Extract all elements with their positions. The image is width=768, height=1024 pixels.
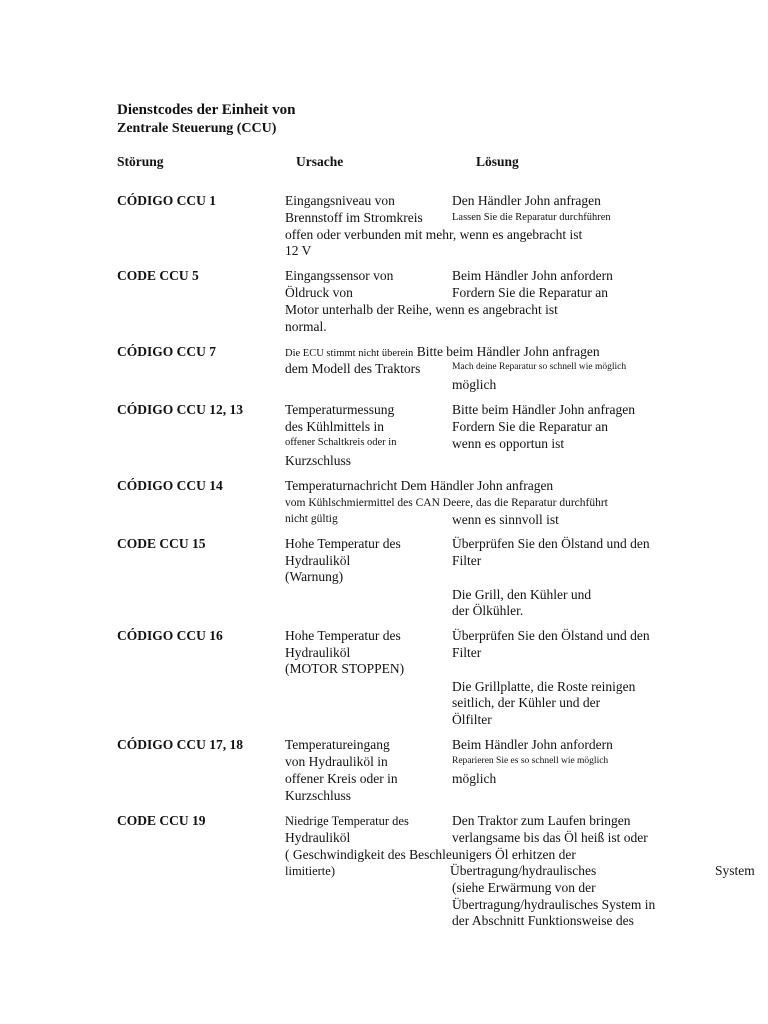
solution-text: Filter <box>452 645 482 660</box>
cause-text: offener Kreis oder in <box>285 771 398 786</box>
code-label: CÓDIGO CCU 1 <box>117 193 217 208</box>
cause-text: Hydrauliköl <box>285 830 351 845</box>
solution-text: Überprüfen Sie den Ölstand und den <box>452 628 650 643</box>
cause-text: Kurzschluss <box>285 788 351 803</box>
solution-text: der Ölkühler. <box>452 603 524 618</box>
solution-text: Übertragung/hydraulisches System in <box>452 897 656 912</box>
solution-text: Reparieren Sie es so schnell wie möglich <box>452 756 609 766</box>
solution-text: möglich <box>452 771 497 786</box>
solution-text: möglich <box>452 377 497 392</box>
solution-text: Die Grill, den Kühler und <box>452 587 592 602</box>
code-label: CODE CCU 15 <box>117 536 206 551</box>
wrapped-text: Motor unterhalb der Reihe, wenn es angebracht ist <box>285 302 558 317</box>
solution-text: verlangsame bis das Öl heiß ist oder <box>452 830 648 845</box>
cause-text: Temperatureingang <box>285 737 390 752</box>
document-subtitle: Zentrale Steuerung (CCU) <box>117 121 277 136</box>
cause-text: Hydrauliköl <box>285 645 351 660</box>
document-title: Dienstcodes der Einheit von <box>117 102 296 118</box>
code-label: CÓDIGO CCU 16 <box>117 628 223 643</box>
solution-text: System <box>715 863 755 878</box>
code-label: CÓDIGO CCU 7 <box>117 344 217 359</box>
solution-text: Den Traktor zum Laufen bringen <box>452 813 631 828</box>
solution-text: Beim Händler John anfordern <box>452 268 613 283</box>
code-label: CÓDIGO CCU 12, 13 <box>117 402 244 417</box>
wrapped-text: offen oder verbunden mit mehr, wenn es angebracht ist <box>285 227 583 242</box>
cause-text: Eingangssensor von <box>285 268 394 283</box>
code-label: CODE CCU 19 <box>117 813 206 828</box>
solution-text: der Abschnitt Funktionsweise des <box>452 913 634 928</box>
cause-text: (MOTOR STOPPEN) <box>285 661 405 676</box>
cause-text: Eingangsniveau von <box>285 193 395 208</box>
solution-text: (siehe Erwärmung von der <box>452 880 596 895</box>
header-solution: Lösung <box>476 154 519 169</box>
cause-text: (Warnung) <box>285 569 344 584</box>
solution-text: Den Händler John anfragen <box>452 193 601 208</box>
cause-text: nicht gültig <box>285 513 338 525</box>
cause-text: von Hydrauliköl in <box>285 754 388 769</box>
wrapped-text: Die ECU stimmt nicht überein Bitte beim Händler John anfragen <box>285 344 600 359</box>
header-fault: Störung <box>117 154 164 169</box>
solution-text: wenn es opportun ist <box>452 436 565 451</box>
cause-text: Niedrige Temperatur des <box>285 814 409 828</box>
cause-text: normal. <box>285 319 327 334</box>
cause-text: offener Schaltkreis oder in <box>285 437 397 448</box>
header-cause: Ursache <box>296 154 344 169</box>
wrapped-text: vom Kühlschmiermittel des CAN Deere, das die Reparatur durchführt <box>285 497 608 509</box>
code-label: CÓDIGO CCU 17, 18 <box>117 737 244 752</box>
code-label: CÓDIGO CCU 14 <box>117 478 223 493</box>
solution-text: Überprüfen Sie den Ölstand und den <box>452 536 650 551</box>
solution-text: Mach deine Reparatur so schnell wie möglich <box>452 362 627 372</box>
cause-text: Hohe Temperatur des <box>285 628 401 643</box>
cause-text: Hydrauliköl <box>285 553 351 568</box>
cause-text: 12 V <box>285 243 312 258</box>
solution-text: Beim Händler John anfordern <box>452 737 613 752</box>
cause-text: Öldruck von <box>285 285 353 300</box>
wrapped-text: Temperaturnachricht Dem Händler John anfragen <box>285 478 554 493</box>
cause-text: Temperaturmessung <box>285 402 395 417</box>
cause-text: limitierte) <box>285 864 335 878</box>
solution-text: Fordern Sie die Reparatur an <box>452 285 608 300</box>
cause-text: Hohe Temperatur des <box>285 536 401 551</box>
solution-text: Lassen Sie die Reparatur durchführen <box>452 212 611 223</box>
solution-text: wenn es sinnvoll ist <box>452 512 559 527</box>
cause-text: Brennstoff im Stromkreis <box>285 210 423 225</box>
solution-text: Fordern Sie die Reparatur an <box>452 419 608 434</box>
solution-text: Bitte beim Händler John anfragen <box>452 402 635 417</box>
solution-text: Ölfilter <box>452 712 492 727</box>
solution-text: Die Grillplatte, die Roste reinigen <box>452 679 636 694</box>
cause-text: dem Modell des Traktors <box>285 361 421 376</box>
solution-text: Filter <box>452 553 482 568</box>
cause-text: Kurzschluss <box>285 453 351 468</box>
solution-text: seitlich, der Kühler und der <box>452 695 601 710</box>
code-label: CODE CCU 5 <box>117 268 199 283</box>
cause-text: des Kühlmittels in <box>285 419 384 434</box>
solution-text: Übertragung/hydraulisches <box>450 863 597 878</box>
wrapped-text: ( Geschwindigkeit des Beschleunigers Öl erhitzen der <box>285 847 576 862</box>
